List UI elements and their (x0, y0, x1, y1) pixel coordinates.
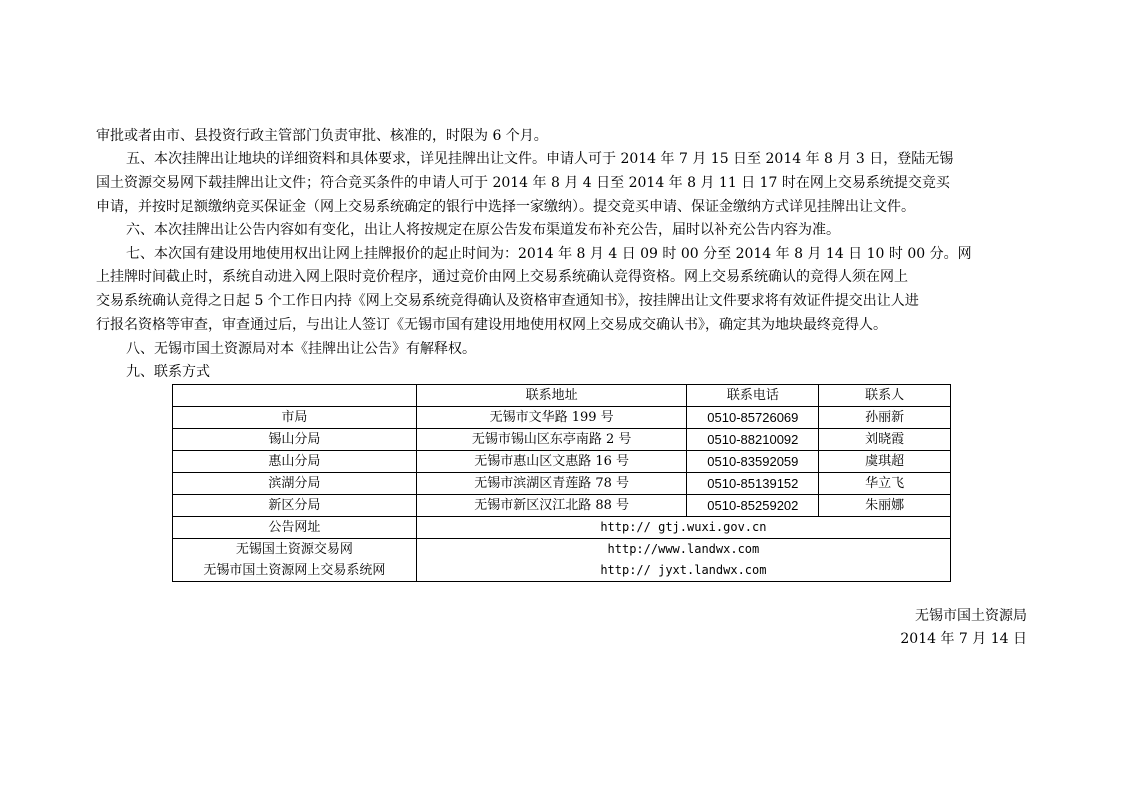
phone-cell: 0510-85259202 (687, 495, 819, 517)
paragraph-9-heading: 九、联系方式 (126, 364, 210, 380)
table-row (173, 495, 951, 517)
trading-site-label: 无锡国土资源交易网 (235, 542, 353, 557)
trading-system-label: 无锡市国土资源网上交易系统网 (203, 563, 386, 578)
contacts-table (172, 384, 951, 582)
table-header-row (173, 385, 951, 407)
table-header-cell: 联系电话 (687, 385, 819, 407)
notice-site-label: 公告网址 (173, 517, 417, 539)
issuer-signature: 无锡市国土资源局 (915, 608, 1027, 624)
trading-site-row (173, 539, 951, 582)
person-cell: 朱丽娜 (819, 495, 951, 517)
notice-site-url: http:// gtj.wuxi.gov.cn (416, 517, 950, 539)
address-cell: 无锡市文华路 199 号 (416, 407, 687, 429)
unit-cell: 滨湖分局 (173, 473, 417, 495)
trading-system-url: http:// jyxt.landwx.com (600, 563, 767, 577)
paragraph-8-line: 八、无锡市国土资源局对本《挂牌出让公告》有解释权。 (126, 341, 476, 357)
address-cell: 无锡市滨湖区青莲路 78 号 (416, 473, 687, 495)
paragraph-5-line: 国土资源交易网下载挂牌出让文件；符合竞买条件的申请人可于 2014 年 8 月 4 日至 2014 年 8 月 11 日 17 时在网上交易系统提交竞买 (96, 175, 950, 191)
person-cell: 虞琪超 (819, 451, 951, 473)
paragraph-5-line: 五、本次挂牌出让地块的详细资料和具体要求，详见挂牌出让文件。申请人可于 2014 年 7 月 15 日至 2014 年 8 月 3 日，登陆无锡 (126, 151, 954, 167)
paragraph-5-line: 申请，并按时足额缴纳竞买保证金（网上交易系统确定的银行中选择一家缴纳）。提交竞买申请、保证金缴纳方式详见挂牌出让文件。 (96, 199, 915, 215)
paragraph-7-line: 交易系统确认竞得之日起 5 个工作日内持《网上交易系统竞得确认及资格审查通知书》，按挂牌出让文件要求将有效证件提交出让人进 (96, 293, 919, 309)
issue-date: 2014 年 7 月 14 日 (900, 631, 1027, 647)
person-cell: 孙丽新 (819, 407, 951, 429)
address-cell: 无锡市锡山区东亭南路 2 号 (416, 429, 687, 451)
phone-cell: 0510-88210092 (687, 429, 819, 451)
table-header-cell: 联系人 (819, 385, 951, 407)
person-cell: 华立飞 (819, 473, 951, 495)
paragraph-6-line: 六、本次挂牌出让公告内容如有变化，出让人将按规定在原公告发布渠道发布补充公告，届时以补充公告内容为准。 (126, 222, 840, 238)
trading-site-urls (416, 539, 950, 582)
table-row (173, 473, 951, 495)
paragraph-7-line: 七、本次国有建设用地使用权出让网上挂牌报价的起止时间为：2014 年 8 月 4 日 09 时 00 分至 2014 年 8 月 14 日 10 时 00 分。网 (126, 246, 972, 262)
paragraph-7-line: 上挂牌时间截止时，系统自动进入网上限时竞价程序，通过竞价由网上交易系统确认竞得资格。网上交易系统确认的竞得人须在网上 (96, 269, 908, 285)
table-header-cell (173, 385, 417, 407)
unit-cell: 惠山分局 (173, 451, 417, 473)
phone-cell: 0510-85726069 (687, 407, 819, 429)
unit-cell: 新区分局 (173, 495, 417, 517)
table-header-cell: 联系地址 (416, 385, 687, 407)
paragraph-7-line: 行报名资格等审查，审查通过后，与出让人签订《无锡市国有建设用地使用权网上交易成交确认书》，确定其为地块最终竞得人。 (96, 317, 887, 333)
phone-cell: 0510-83592059 (687, 451, 819, 473)
unit-cell: 锡山分局 (173, 429, 417, 451)
table-row (173, 407, 951, 429)
address-cell: 无锡市惠山区文惠路 16 号 (416, 451, 687, 473)
trading-site-url: http://www.landwx.com (607, 542, 760, 556)
notice-site-row (173, 517, 951, 539)
paragraph-line: 审批或者由市、县投资行政主管部门负责审批、核准的，时限为 6 个月。 (96, 128, 548, 144)
table-row (173, 429, 951, 451)
address-cell: 无锡市新区汉江北路 88 号 (416, 495, 687, 517)
trading-site-labels (173, 539, 417, 582)
unit-cell: 市局 (173, 407, 417, 429)
phone-cell: 0510-85139152 (687, 473, 819, 495)
table-row (173, 451, 951, 473)
person-cell: 刘晓霞 (819, 429, 951, 451)
